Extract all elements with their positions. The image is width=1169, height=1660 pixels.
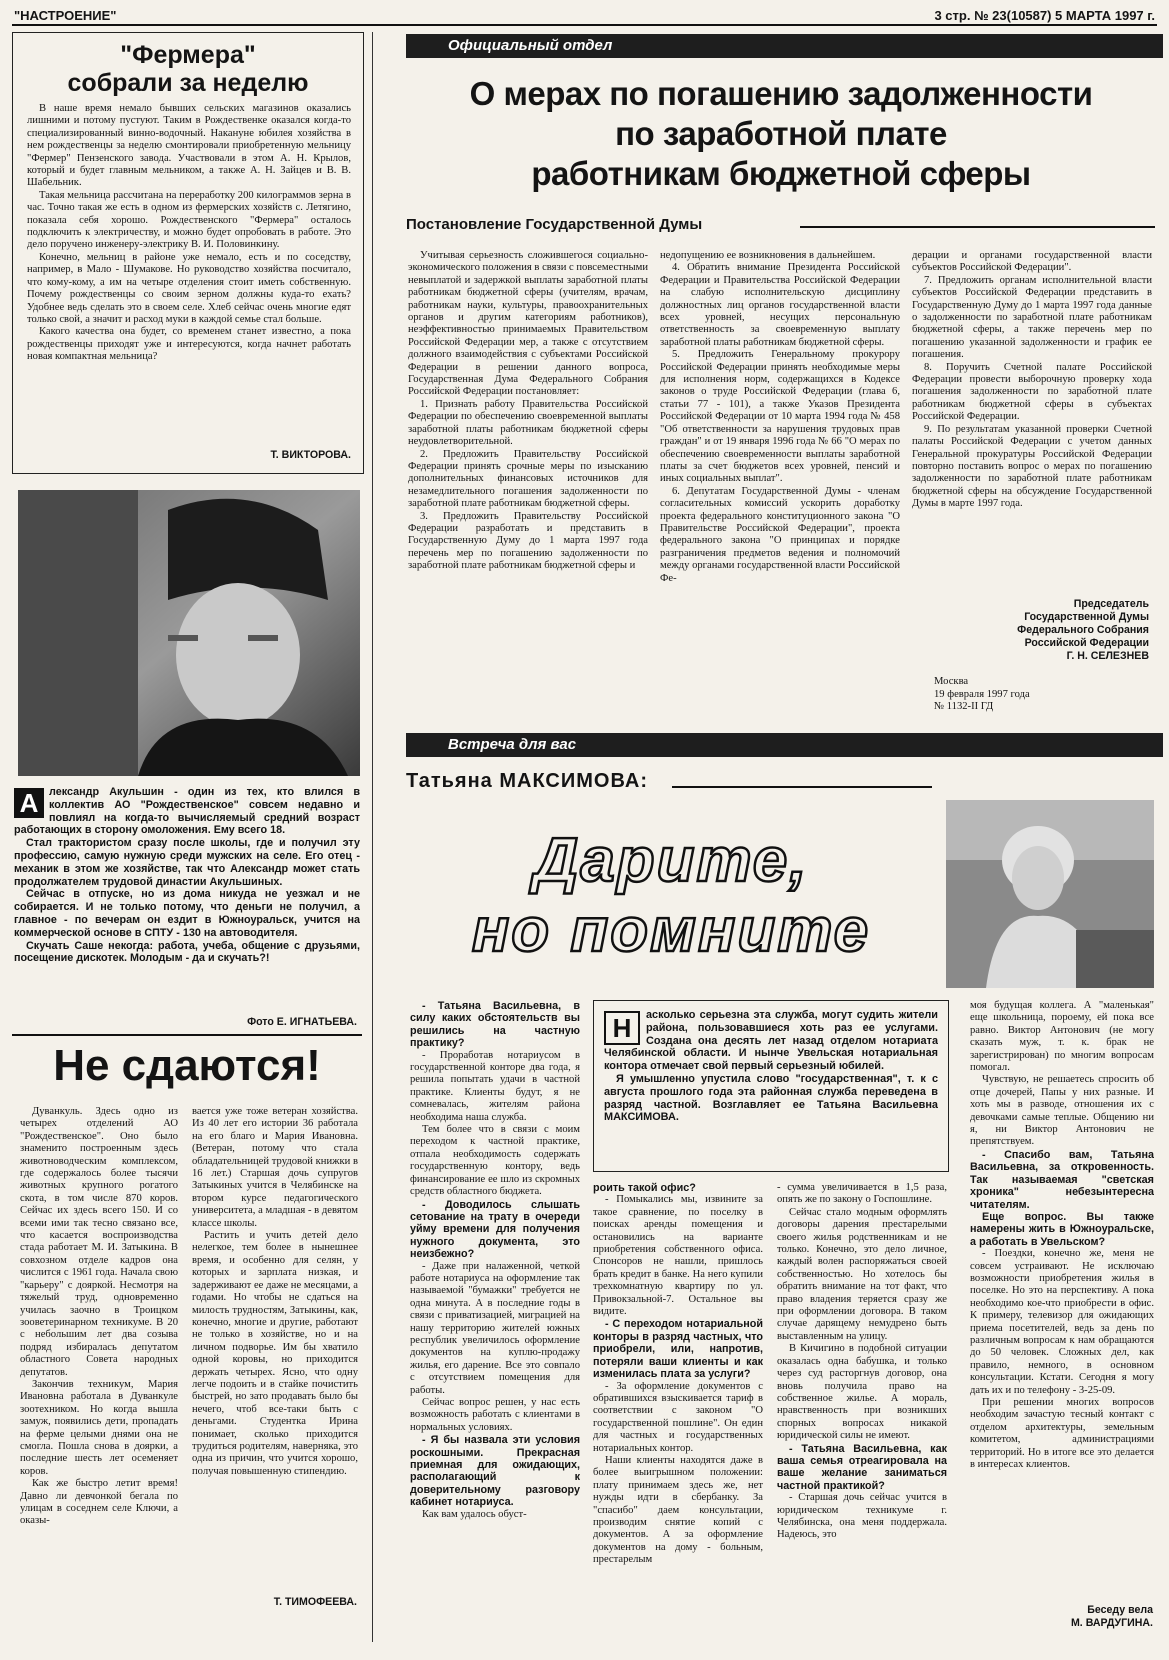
- official-banner: Официальный отдел: [406, 34, 1163, 58]
- interview-question: Еще вопрос. Вы также намерены жить в Южноуральске, а работать в Увельском?: [970, 1210, 1154, 1248]
- interview-answer: Сейчас стало модным оформлять договоры дарения престарелыми своего жилья родственникам и не только. Конечно, это дело личное, каждый волен распоряжаться своей собственностью. Но хотелось бы обратить внимание на тот факт, что право владения теряется сразу же при оформлении договора. В таком случае дарящему немудрено быть выставленным на улицу.: [777, 1206, 947, 1342]
- portrait-image: [18, 490, 360, 776]
- nesdayutsya-col1: [20, 1106, 178, 1606]
- interview-banner: Встреча для вас: [406, 733, 1163, 757]
- interview-answer: - Старшая дочь сейчас учится в юридическом техникуме г. Челябинска, она меня поддержала. Надеюсь, это: [777, 1492, 947, 1541]
- nesdayutsya-title: Не сдаются!: [53, 1041, 321, 1090]
- interview-answer: Чувствую, не решаетесь спросить об отце дочерей, Папы у них разные. И хоть мы в разводе, отношения их с девочками самые теплые. Общению ни я, ни Виктор Антонович не препятствуем.: [970, 1074, 1154, 1148]
- interview-col2: [593, 1182, 763, 1638]
- official-paragraph: 6. Депутатам Государственной Думы - членам согласительных комиссий ускорить доработку проекта федерального конституционного закона "О Правительстве Российской Федерации", проекта федерального закона "О принципах и порядке разграничения предметов ведения и полномочий между органами государственной власти Российской Фе-: [660, 485, 900, 584]
- intro-dropcap: Н: [604, 1011, 640, 1045]
- interview-answer: - сумма увеличивается в 1,5 раза, опять же по закону о Госпошлине.: [777, 1182, 947, 1206]
- akulshin-lead: лександр Акульшин - один из тех, кто влился в коллектив АО "Рождественское" совсем недавно и повлиял на когда-то вычисляемый средний возраст работающих в сторону омоложения. Ему всего 18.: [14, 786, 360, 837]
- farmer-paragraph: В наше время немало бывших сельских магазинов оказались лишними и потому пустуют. Таким в Рождественке оказался когда-то специализированный винно-водочный. Накануне юбилея хозяйства в нем рождественцы за неделю смонтировали приобретенную мельницу "Фермер" Пензенского завода. Участвовали в этом А. Н. Крылов, который и будет главным мельником, а также А. Н. Зайцев и В. В. Шабельник.: [27, 103, 351, 189]
- interview-intro: [604, 1009, 938, 1165]
- interview-answer: Как вам удалось обуст-: [422, 1508, 527, 1520]
- interview-answer: При решении многих вопросов необходим зачастую тесный контакт с отделом архитектуры, земельным комитетом, администрациями территорий. Но в итоге все это делается в интересах клиентов.: [970, 1397, 1154, 1471]
- intro-lead: асколько серьезна эта служба, могут судить жители района, пользовавшиеся хоть раз ее услугами. Создана она десять лет назад отделом нотариата Челябинской области. И нынче Увельская нотариальная контора отмечает свой первый серьезный юбилей.: [604, 1009, 938, 1073]
- interview-headline: Дарите, но помните: [471, 826, 871, 965]
- subtitle-rule: [800, 226, 1155, 228]
- interview-answer: Сейчас вопрос решен, у нас есть возможность работать с клиентами в нормальных условиях.: [410, 1397, 580, 1433]
- nesdayutsya-paragraph: Как же быстро летит время! Давно ли девчонкой бегала по улицам в соседнем селе Ключи, а оказы-: [20, 1478, 178, 1527]
- nesdayutsya-signature: Т. ТИМОФЕЕВА.: [273, 1596, 357, 1608]
- interview-question: - Спасибо вам, Татьяна Васильевна, за откровенность. Так называемая "светская хроника" небезынтересна читателям.: [970, 1148, 1154, 1211]
- akulshin-dropcap: А: [14, 788, 44, 818]
- interview-question: роить такой офис?: [593, 1182, 696, 1194]
- interview-col1: [410, 1000, 580, 1636]
- section-rule: [12, 1034, 362, 1036]
- interview-question: - Доводилось слышать сетование на трату в очереди уйму времени для получения нужного документа, это неизбежно?: [410, 1198, 580, 1261]
- official-paragraph: 7. Предложить органам исполнительной власти субъектов Российской Федерации представить в Государственную Думу до 1 марта 1997 года данные о задолженности по заработной плате работникам бюджетной сферы, а также перечень мер по погашению указанной задолженности и график ее погашения.: [912, 274, 1152, 361]
- interview-question: - Татьяна Васильевна, как ваша семья отреагировала на ваше желание заниматься частной практикой?: [777, 1442, 947, 1492]
- nesdayutsya-paragraph: Растить и учить детей дело нелегкое, тем более в нынешнее время, и особенно для селян, у которых и зарплата низкая, и задерживают ее даже не месяцами, а годами. Но чтобы не сдаться на милость трудностям, Затыкины, как, конечно, многие и другие, работают не только в хозяйстве, но и на личном подворье. Им бы хватило одной коровы, но приходится держать четырех. Ясно, что одну легче подоить и в стайке почистить быстрей, но зато продавать было бы нечего, чтоб все-таки быть с деньгами. Студентка Ирина понимает, сколько приходится трудиться родителям, наверняка, это одна из причин, что учится хорошо, получая повышенную стипендию.: [192, 1230, 358, 1477]
- akulshin-paragraph: Сейчас в отпуске, но из дома никуда не уезжал и не собирается. И не только потому, что деньги не получил, а главное - по вечерам он ездит в Южноуральск, учится на коммерческой основе в СПТУ - 130 на автоводителя.: [14, 888, 360, 939]
- person-rule: [672, 786, 932, 788]
- nesdayutsya-paragraph: Дуванкуль. Здесь одно из четырех отделений АО "Рождественское". Оно было знаменито построенным здесь животноводческим комплексом, где содержалось более тысячи животных крупного рогатого скота, в том числе 870 коров. Сейчас их здесь всего 150. И со всеми ими так тесно связано все, что касается воспроизводства стада работает М. И. Затыкина. В совхозном отделе кадров она числится с 1961 года. Начала свою "карьеру" с дояркой. Несмотря на тяжелый труд, одновременно училась заочно в Троицком зооветеринарном техникуме. В 20 с небольшим лет два созыва подряд избиралась депутатом областного Совета народных депутатов.: [20, 1106, 178, 1378]
- nesdayutsya-col2: [192, 1106, 358, 1590]
- official-paragraph: 9. По результатам указанной проверки Счетной палаты Российской Федерации с учетом данных Генеральной прокуратуры Российской Федерации повторно поставить вопрос о мерах по погашению задолженности по заработной плате работникам бюджетной сферы на обсуждение Государственной Думы в марте 1997 года.: [912, 423, 1152, 510]
- farmer-paragraph: Какого качества она будет, со временем станет известно, а пока рождественцы приходят уже и интересуются, когда начнет работать новая компактная мельница?: [27, 326, 351, 363]
- photo-credit: Фото Е. ИГНАТЬЕВА.: [247, 1016, 357, 1028]
- header-rule: [12, 24, 1157, 26]
- nesdayutsya-paragraph: вается уже тоже ветеран хозяйства. Из 40 лет его истории 36 работала на его благо и Мария Ивановна. (Ветеран, потому что стала обладательницей трудовой книжки в 16 лет.) Старшая дочь супругов Затыкиных учится в Челябинске на втором курсе педагогического университета, а младшая - в девятом классе школы.: [192, 1106, 358, 1229]
- akulshin-paragraph: Стал трактористом сразу после школы, где и получил эту профессию, самую нужную среди мужских на селе. Его отец - механик в этом же хозяйстве, так что Александр может стать продолжателем трудовой династии Акульшиных.: [14, 837, 360, 888]
- interview-answer: - За оформление документов с обратившихся взыскивается тариф в соответствии с законом "О государственной пошлине". Он един для частных и государственных нотариальных контор.: [593, 1380, 763, 1454]
- interview-col4: [970, 1000, 1154, 1600]
- official-col1: [408, 250, 648, 710]
- official-paragraph: 3. Предложить Правительству Российской Федерации разработать и представить в Государственную Думу до 1 марта 1997 года перечень мер по погашению задолженности по заработной плате работникам бюджетной сферы и: [408, 510, 648, 572]
- akulshin-photo: [18, 490, 360, 776]
- official-paragraph: 2. Предложить Правительству Российской Федерации принять срочные меры по изысканию дополнительных финансовых источников для незамедлительного погашения задолженности по заработной плате работникам бюджетной сферы.: [408, 448, 648, 510]
- interview-answer: Тем более что в связи с моим переходом к частной практике, отпала необходимость содержать государственную контору, ведь финансирование ее шло из скромных средств областного бюджета.: [410, 1124, 580, 1198]
- interview-signature: Беседу вела М. ВАРДУГИНА.: [1070, 1604, 1153, 1629]
- interview-intro-box: [593, 1000, 949, 1172]
- interview-answer: - Помыкались мы, извините за такое сравнение, по поселку в поисках аренды помещения и остановились на варианте приобретения собственного офиса. Спонсоров не нашли, пришлось брать кредит в банке. На него купили трехкомнатную квартиру по ул. Привокзальной-7. Остальное вы видите.: [593, 1194, 763, 1318]
- farmer-paragraph: Такая мельница рассчитана на переработку 200 килограммов зерна в час. Точно такая же есть в одном из фермерских хозяйств с. Летягино, показала себя хорошо. Рождественского "Фермера" осталось подключить к электричеству, и можно будет опробовать в работе. Это дело поручено инженеру-электрику В. И. Половинкину.: [27, 189, 351, 251]
- interview-question: - С переходом нотариальной конторы в разряд частных, что приобрели, или, напротив, потеряли ваши клиенты и как изменилась плата за услуги?: [593, 1318, 763, 1381]
- official-paragraph: 8. Поручить Счетной палате Российской Федерации провести выборочную проверку хода погашения задолженности по заработной плате работникам бюджетной сферы в субъектах Российской Федерации.: [912, 361, 1152, 423]
- interview-question: - Я бы назвала эти условия роскошными. Прекрасная приемная для ожидающих, располагающий к доверительному разговору кабинет нотариуса.: [410, 1434, 580, 1509]
- interview-col3: [777, 1182, 947, 1638]
- official-col2: [660, 250, 900, 710]
- nesdayutsya-paragraph: Закончив техникум, Мария Ивановна работала в Дуванкуле зоотехником. Но когда вышла замуж, появились дети, пропадать на ферме целыми днями она не смогла. Пошла снова в доярки, а последние шесть лет осеменяет коров.: [20, 1378, 178, 1477]
- interview-answer: - Даже при налаженной, четкой работе нотариуса на оформление так называемой "бумажки" требуется не одна минута. А в последние годы в связи с приватизацией, миграцией на нашу территорию жителей южных республик увеличилось оформление документов на куплю-продажу жилья, его дарение. Все это совпало с отсутствием помещения для работы.: [410, 1260, 580, 1396]
- official-paragraph: 1. Признать работу Правительства Российской Федерации по обеспечению своевременной выплаты заработной платы работникам бюджетной сферы неудовлетворительной.: [408, 398, 648, 448]
- official-paragraph: дерации и органами государственной власти субъектов Российской Федерации".: [912, 250, 1152, 274]
- intro-paragraph: Я умышленно упустила слово "государственная", т. к с августа прошлого года эта районная служба переведена в разряд частной. Возглавляет ее Татьяна Васильевна МАКСИМОВА.: [604, 1072, 938, 1124]
- portrait-image: [946, 800, 1154, 988]
- official-place-date: Москва 19 февраля 1997 года № 1132-II ГД: [934, 676, 1030, 712]
- farmer-paragraph: Конечно, мельниц в районе уже немало, есть и по соседству, например, в Мало - Шумакове. Но руководство хозяйства посчитало, что кому-кому, а им на четыре отделения стоит иметь собственную. Почему рождественцы со своим зерном должны куда-то ехать? Удобнее ведь сделать это в своем селе. Хлеб сейчас очень многие едят только свой, а значит и расход муки в каждой семье стал больше.: [27, 251, 351, 325]
- akulshin-paragraph: Скучать Саше некогда: работа, учеба, общение с друзьями, посещение дискотек. Молодым - да и скучать?!: [14, 939, 360, 965]
- farmer-article-box: [12, 32, 364, 474]
- farmer-title: "Фермера" собрали за неделю: [67, 41, 309, 97]
- interview-answer: Наши клиенты находятся даже в более выигрышном положении: плату принимаем здесь же, нет нужды идти в сбербанку. За "спасибо" даем консультации, производим снятие копий с документов. А за оформление документов на дому - больным, престарелым: [593, 1454, 763, 1566]
- issue-info: 3 стр. № 23(10587) 5 МАРТА 1997 г.: [934, 8, 1155, 23]
- official-paragraph: 4. Обратить внимание Президента Российской Федерации и Правительства Российской Федерации на слабую исполнительскую дисциплину должностных лиц органов государственной власти всех уровней, несущих персональную ответственность за своевременную выплату заработной платы работникам бюджетной сферы.: [660, 262, 900, 348]
- official-paragraph: Учитывая серьезность сложившегося социально-экономического положения в связи с повсеместными невыплатой и задержкой выплаты заработной платы работникам бюджетной сферы (учителям, врачам, работникам науки, культуры, правоохранительных органов и другим категориям работников), неэффективностью принимаемых Правительством Российской Федерации мер, а также с отсутствием должного взаимодействия с субъектами Российской Федерации в решении данного вопроса, Государственная Дума Федерального Собрания Российской Федерации постановляет:: [408, 250, 648, 398]
- interview-question: - Татьяна Васильевна, в силу каких обстоятельств вы решились на частную практику?: [410, 1000, 580, 1050]
- official-title: О мерах по погашению задолженности по заработной плате работникам бюджетной сферы: [469, 75, 1093, 192]
- farmer-signature: Т. ВИКТОРОВА.: [270, 449, 351, 461]
- interview-answer: - Проработав нотариусом в государственной конторе два года, я решила попытать удачи в частной практике. Клиенты будут, я не сомневалась, жителям района необходима наша служба.: [410, 1049, 580, 1123]
- interview-answer: моя будущая коллега. А "маленькая" еще школьница, пороему, ей пока все равно. Виктор Антонович (не могу сказать муж, т. к. брак не зарегистрирован) по многим вопросам помогал.: [970, 1000, 1154, 1074]
- maksimova-photo: [946, 800, 1154, 988]
- official-signer: Председатель Государственной Думы Федерального Собрания Российской Федерации Г. Н. СЕЛЕЗНЕВ: [1017, 598, 1149, 662]
- official-col3: [912, 250, 1152, 600]
- interview-answer: В Кичигино в подобной ситуации оказалась одна бабушка, и только через суд расторгнув договор, она вновь получила право на собственное жилье. А мораль, нравственность при возникших спорных вопросах никакой юридической силы не имеют.: [777, 1343, 947, 1442]
- akulshin-text: [14, 786, 360, 1014]
- farmer-body: [27, 103, 351, 443]
- official-subtitle: Постановление Государственной Думы: [406, 216, 703, 233]
- official-paragraph: 5. Предложить Генеральному прокурору Российской Федерации принять необходимые меры для исполнения норм, содержащихся в Кодексе законов о труде Российской Федерации (глава 6, статьи 77 - 101), а также Указов Президента Российской Федерации от 10 марта 1994 года № 458 "Об ответственности за нарушения трудовых прав граждан" и от 19 января 1996 года № 66 "О мерах по обеспечению своевременности выплаты заработной платы за счет бюджетов всех уровней, пенсий и иных социальных выплат".: [660, 349, 900, 485]
- newspaper-name: "НАСТРОЕНИЕ": [14, 8, 117, 23]
- official-paragraph: недопущению ее возникновения в дальнейшем.: [660, 250, 876, 261]
- interview-person: Татьяна МАКСИМОВА:: [406, 770, 648, 792]
- interview-answer: - Поездки, конечно же, меня не совсем устраивают. Не исключаю возможности приобретения жилья в поселке. Но это на перспективу. А пока необходимо кое-что приобрести в офис. К примеру, телевизор для ожидающих приема посетителей, ведь за день по различным вопросам к нам обращаются до 50 человек. Сложных дел, как правило, немного, в основном консультации. Кстати. Сегодня я могу дать их и по телефону - 3-25-09.: [970, 1248, 1154, 1396]
- column-divider: [372, 32, 373, 1642]
